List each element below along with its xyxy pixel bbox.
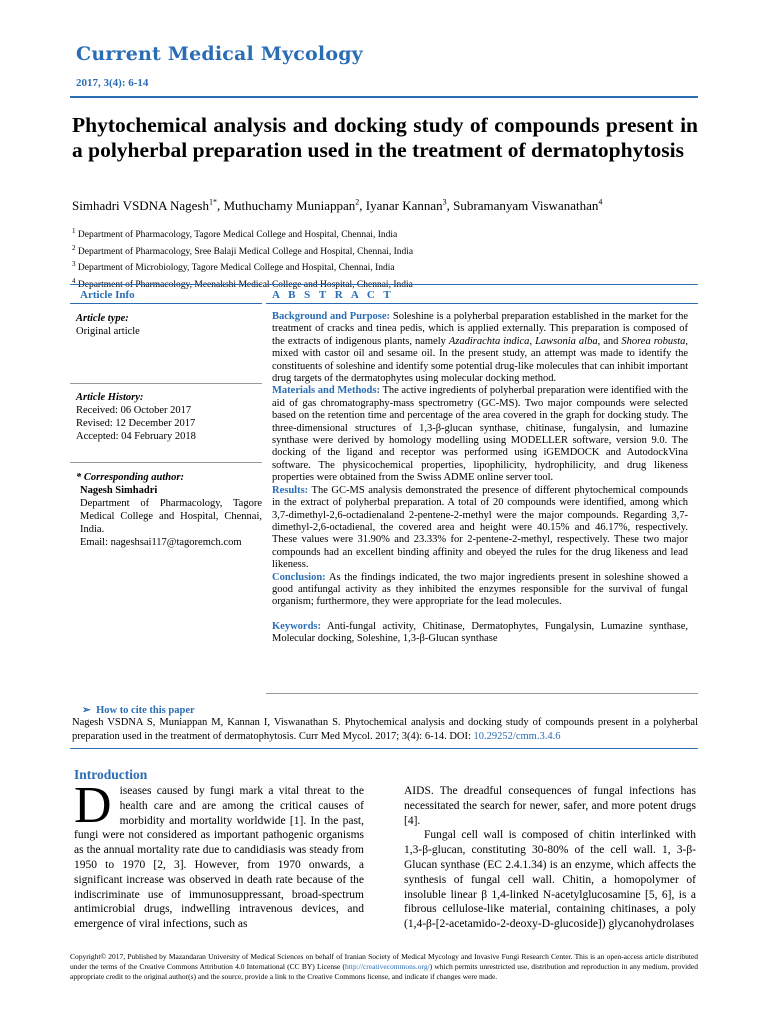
info-divider — [70, 383, 262, 384]
author-1: Simhadri VSDNA Nagesh$^{1*}$, — [72, 198, 224, 214]
abstract-body — [272, 311, 688, 646]
arrow-icon: ➢ — [82, 705, 91, 716]
corr-email: Email: nageshsai117@tagoremch.com — [80, 537, 242, 548]
citation-text: Nagesh VSDNA S, Muniappan M, Kannan I, Viswanathan S. Phytochemical analysis and docking study of compounds present in a polyherbal preparation used in the treatment of dermatophytosis. Curr Med Mycol. 2017; 3(4): 6-14. DOI: 10.29252/cmm.3.4.6 — [72, 717, 698, 742]
journal-volume: 2017, 3(4): 6-14 — [76, 77, 149, 89]
affiliation-list — [72, 225, 698, 292]
article-history — [76, 391, 262, 443]
corresponding-author — [76, 471, 262, 549]
article-type-value: Original article — [76, 326, 140, 337]
introduction-heading: Introduction — [74, 767, 148, 782]
plant-name: Azadirachta indica — [448, 335, 530, 347]
header-rule — [70, 96, 698, 98]
author-3: Iyanar Kannan$^3$, — [365, 198, 454, 214]
revised-date: Revised: 12 December 2017 — [76, 418, 196, 429]
abstract-rule — [266, 693, 698, 694]
abstract-background: Background and Purpose: Soleshine is a polyherbal preparation established in the market for the treatment of cracks and tinea pedis, which is applied externally. This preparation is composed of the extracts of indigenous plants, namely Azadirachta indica, Lawsonia alba, and Shorea robusta, mixed with castor oil and sesame oil. In the present study, an attempt was made to identify the constituents of soleshine and identify some potential drug-like molecules that can inhibit important drug targets of the dermatophytes using molecular docking method. — [272, 311, 689, 385]
plant-name: Shorea robusta — [621, 335, 686, 347]
citation-rule — [70, 748, 698, 749]
info-divider — [70, 462, 262, 463]
abstract-heading: A B S T R A C T — [266, 284, 698, 304]
abstract-conclusion: Conclusion: As the findings indicated, the two major ingredients present in soleshine showed a good antifungal activity as they inhibited the enzymes responsible for the survival of fungal organism; furthermore, they were appropriate for the lead molecules. — [272, 571, 688, 608]
abstract-results: Results: The GC-MS analysis demonstrated the presence of different phytochemical compounds in the extract of polyherbal preparation. A total of 20 compounds were identified, among which 3,7-dimethyl-2,6-octadienaland 2-pentene-2-methyl were the major compounds. Regarding 3,7-dimethyl-2,6-octadienal, the covered area and height were 40.15% and 46.17%, respectively. These values were 31.90% and 23.33% for 2-pentene-2-methyl, respectively. These two major compounds had an excellent binding affinity and obeyed the rules for the drug likeness and lead likeness. — [272, 484, 688, 571]
plant-name: Lawsonia alba — [535, 335, 598, 347]
intro-right-column — [404, 784, 696, 932]
drop-cap: D — [74, 777, 112, 834]
history-label: Article History: — [76, 392, 144, 403]
corr-label: * Corresponding author: — [76, 472, 184, 483]
cite-heading: ➢ How to cite this paper — [82, 705, 195, 716]
copyright-footer: Copyright© 2017, Published by Mazandaran University of Medical Sciences on behalf of Iranian Society of Medical Mycology and Invasive Fungi Research Center. This is an open-access article distributed under the terms of the Creative Commons Attribution 4.0 International (CC BY) License (http://creativecommons.org/) which permits unrestricted use, distribution and reproduction in any medium, provided appropriate credit to the original author(s) and the source, provide a link to the Creative Commons license, and indicate if changes were made. — [70, 952, 699, 982]
intro-left-column: Diseases caused by fungi mark a vital threat to the health care and are among the critical causes of morbidity and mortality worldwide [1]. In the past, fungi were not considered as important pathogenic organisms as the annual mortality rate due to candidiasis was steady from 1950 to 1970 [2, 3]. However, from 1970 onwards, a significant increase was observed in death rate because of the indiscriminate use of immunosuppressant, broad-spectrum antimicrobial drugs, indwelling intravenous devices, and emergence of viral infections, such as — [74, 777, 364, 931]
article-type — [76, 312, 262, 338]
article-type-label: Article type: — [76, 313, 129, 324]
license-link[interactable]: http://creativecommons.org/ — [345, 962, 430, 972]
article-info-heading: Article Info — [70, 284, 262, 304]
intro-paragraph: AIDS. The dreadful consequences of fungal infections has necessitated the search for newer, safer, and more potent drugs [4]. — [404, 785, 696, 827]
intro-paragraph: Fungal cell wall is composed of chitin interlinked with 1,3-β-glucan, constituting 30-80% of the cell wall. 1, 3-β-Glucan synthase (EC 2.4.1.34) is an enzyme, which affects the synthesis of fungal cell wall. Chitin, a homopolymer of insoluble linear β 1,4-linked N-acetylglucosamine [5, 6], is a fibrous cellulose-like material, containing chitinases, a poly (1,4-β-[2-acetamido-2-deoxy-D-glucoside]) glycanohydrolases — [404, 829, 696, 931]
corr-name: Nagesh Simhadri — [80, 485, 158, 496]
abstract-methods: Materials and Methods: The active ingredients of polyherbal preparation were identified with the aid of gas chromatography-mass spectrometry (GC-MS). Two major compounds were selected based on the retention time and percentage of the area covered in the graph for docking study. The three-dimensional structures of 1,3-β-glucan synthase, chitinase, fungalysin, and lumazine synthase were derived by homology modelling using MODELLER software, version 9.0. The docking of the ligand and receptor was performed using iGEMDOCK and AutodockVina software. The physicochemical properties, lipophilicity, hydrophilicity, and drug likeness properties were obtained from the Swiss ADME online server tool. — [272, 385, 688, 484]
abstract-keywords: Keywords: Anti-fungal activity, Chitinase, Dermatophytes, Fungalysin, Lumazine synthase, Molecular docking, Soleshine, 1,3-β-Glucan synthase — [272, 620, 688, 645]
article-title: Phytochemical analysis and docking study of compounds present in a polyherbal preparation used in the treatment of dermatophytosis — [72, 113, 698, 162]
affiliation-2: $^2$ Department of Pharmacology, Sree Balaji Medical College and Hospital, Chennai, India — [72, 243, 414, 257]
received-date: Received: 06 October 2017 — [76, 405, 192, 416]
author-2: Muthuchamy Muniappan$^2$, — [223, 198, 366, 214]
journal-name: Current Medical Mycology — [76, 43, 363, 65]
accepted-date: Accepted: 04 February 2018 — [76, 431, 196, 442]
corr-address: Department of Pharmacology, Tagore Medical College and Hospital, Chennai, India. — [80, 498, 262, 535]
author-list — [72, 198, 698, 214]
doi-link[interactable]: 10.29252/cmm.3.4.6 — [473, 730, 561, 742]
affiliation-1: $^1$ Department of Pharmacology, Tagore Medical College and Hospital, Chennai, India — [72, 227, 398, 241]
author-4: Subramanyam Viswanathan$^4$ — [453, 198, 603, 214]
affiliation-3: $^3$ Department of Microbiology, Tagore Medical College and Hospital, Chennai, India — [72, 260, 395, 274]
affiliation-4: $^4$ Department of Pharmacology, Meenakshi Medical College and Hospital, Chennai, India — [72, 276, 413, 291]
